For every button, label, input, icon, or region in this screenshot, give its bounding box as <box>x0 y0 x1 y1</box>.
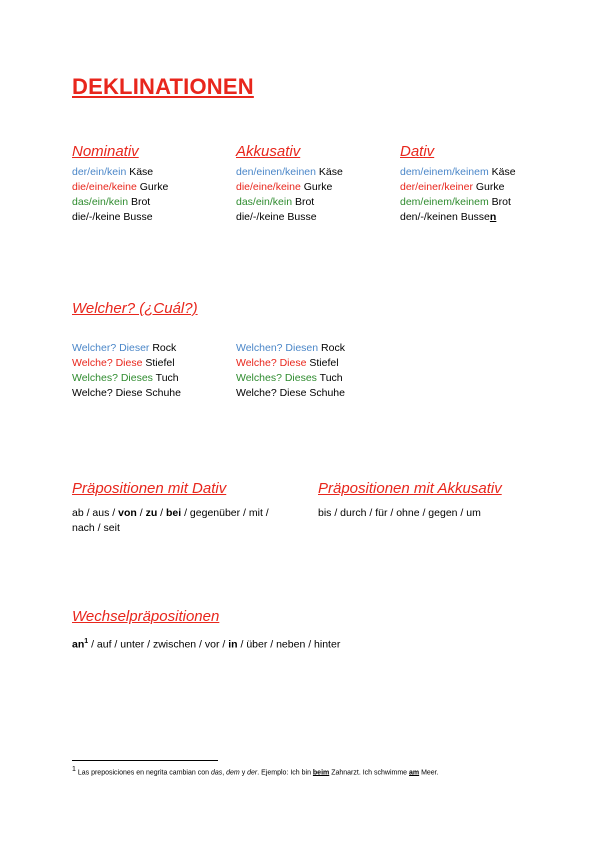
question: Welche? Diese <box>72 387 143 399</box>
prep-akkusativ-heading: Präpositionen mit Akkusativ <box>318 480 502 497</box>
nominativ-column <box>72 143 168 225</box>
prep-bold: von <box>118 507 137 519</box>
question: Welches? Dieses <box>236 372 317 384</box>
article: den/-/keinen <box>400 211 458 223</box>
question: Welchen? Diesen <box>236 342 319 354</box>
prep-text: / <box>136 507 146 519</box>
noun: Rock <box>321 342 345 354</box>
question: Welcher? Dieser <box>72 342 150 354</box>
prep-text: / auf / unter / zwischen / vor / <box>88 638 229 651</box>
prep-text: / gegenüber / mit / <box>181 507 269 519</box>
noun: Schuhe <box>309 387 345 399</box>
footnote-separator <box>72 760 218 761</box>
article: die/-/keine <box>236 211 285 223</box>
noun: Brot <box>130 196 151 208</box>
dativ-row <box>400 195 516 210</box>
prep-bold: zu <box>145 507 158 519</box>
welcher-heading: Welcher? (¿Cuál?) <box>72 300 198 317</box>
akkusativ-column <box>236 143 343 225</box>
noun: Rock <box>152 342 177 354</box>
noun: Stiefel <box>309 357 339 369</box>
noun: Käse <box>491 166 516 178</box>
question: Welche? Diese <box>72 357 143 369</box>
noun: Käse <box>318 166 343 178</box>
dativ-row <box>400 180 516 195</box>
prep-bold: in <box>228 638 238 651</box>
noun: Gurke <box>303 181 333 193</box>
article: das/ein/kein <box>72 196 129 208</box>
nominativ-row <box>72 180 168 195</box>
footnote-ref: 1 <box>84 638 89 645</box>
nominativ-row <box>72 195 168 210</box>
welcher-right-list <box>236 341 345 401</box>
plural-n-suffix: n <box>489 211 497 223</box>
welcher-row <box>72 341 181 356</box>
prep-text: / <box>157 507 166 519</box>
article: die/eine/keine <box>236 181 301 193</box>
noun: Schuhe <box>145 387 181 399</box>
noun: Busse <box>123 211 153 223</box>
footnote <box>72 766 439 776</box>
article: der/ein/kein <box>72 166 127 178</box>
question: Welche? Diese <box>236 387 307 399</box>
akkusativ-row <box>236 210 343 225</box>
welcher-row <box>236 356 345 371</box>
noun: Brot <box>491 196 511 208</box>
article: das/ein/kein <box>236 196 293 208</box>
footnote-text: Las preposiciones en negrita cambian con <box>75 769 211 777</box>
prep-text: / über / neben / hinter <box>237 638 341 651</box>
nominativ-row <box>72 210 168 225</box>
akkusativ-row <box>236 165 343 180</box>
noun: Brot <box>294 196 315 208</box>
noun: Gurke <box>139 181 169 193</box>
dativ-heading: Dativ <box>400 143 435 160</box>
noun: Busse <box>460 211 490 223</box>
footnote-text: der <box>247 769 258 777</box>
question: Welche? Diese <box>236 357 307 369</box>
welcher-row <box>72 371 181 386</box>
article: den/einen/keinen <box>236 166 316 178</box>
noun: Busse <box>287 211 317 223</box>
wechsel-heading: Wechselpräpositionen <box>72 608 220 625</box>
noun: Tuch <box>319 372 343 384</box>
noun: Tuch <box>155 372 179 384</box>
question: Welches? Dieses <box>72 372 153 384</box>
article: dem/einem/keinem <box>400 196 489 208</box>
welcher-row <box>72 356 181 371</box>
dativ-column <box>400 143 516 225</box>
prep-dativ-heading: Präpositionen mit Dativ <box>72 480 227 497</box>
footnote-example: beim <box>312 769 330 777</box>
noun: Gurke <box>475 181 505 193</box>
prep-text: nach / seit <box>72 522 120 534</box>
article: dem/einem/keinem <box>400 166 489 178</box>
footnote-example: am <box>409 769 420 777</box>
noun: Käse <box>129 166 154 178</box>
prep-bold: an <box>72 638 85 651</box>
welcher-row <box>72 386 181 401</box>
welcher-row <box>236 386 345 401</box>
prep-akkusativ-list: bis / durch / für / ohne / gegen / um <box>318 507 481 519</box>
dativ-row <box>400 210 516 225</box>
prep-bold: bei <box>166 507 182 519</box>
footnote-text: dem <box>226 769 240 777</box>
footnote-text: . Ejemplo: Ich bin <box>257 769 313 777</box>
article: die/-/keine <box>72 211 121 223</box>
nominativ-row <box>72 165 168 180</box>
page-title: DEKLINATIONEN <box>72 74 254 99</box>
footnote-text: , <box>222 769 227 777</box>
footnote-text: y <box>239 769 248 777</box>
noun: Stiefel <box>145 357 175 369</box>
wechsel-list <box>72 634 340 653</box>
welcher-row <box>236 371 345 386</box>
footnote-text: Zahnarzt. Ich schwimme <box>329 769 409 777</box>
dativ-row <box>400 165 516 180</box>
footnote-mark: 1 <box>72 766 76 773</box>
article: die/eine/keine <box>72 181 137 193</box>
prep-text: ab / aus / <box>72 507 119 519</box>
footnote-text: Meer. <box>419 769 439 777</box>
welcher-left-list <box>72 341 181 401</box>
footnote-text: das <box>210 769 223 777</box>
akkusativ-row <box>236 195 343 210</box>
article: der/einer/keiner <box>400 181 473 193</box>
nominativ-heading: Nominativ <box>72 143 139 160</box>
welcher-row <box>236 341 345 356</box>
akkusativ-row <box>236 180 343 195</box>
akkusativ-heading: Akkusativ <box>236 143 301 160</box>
prep-dativ-list <box>72 506 292 536</box>
